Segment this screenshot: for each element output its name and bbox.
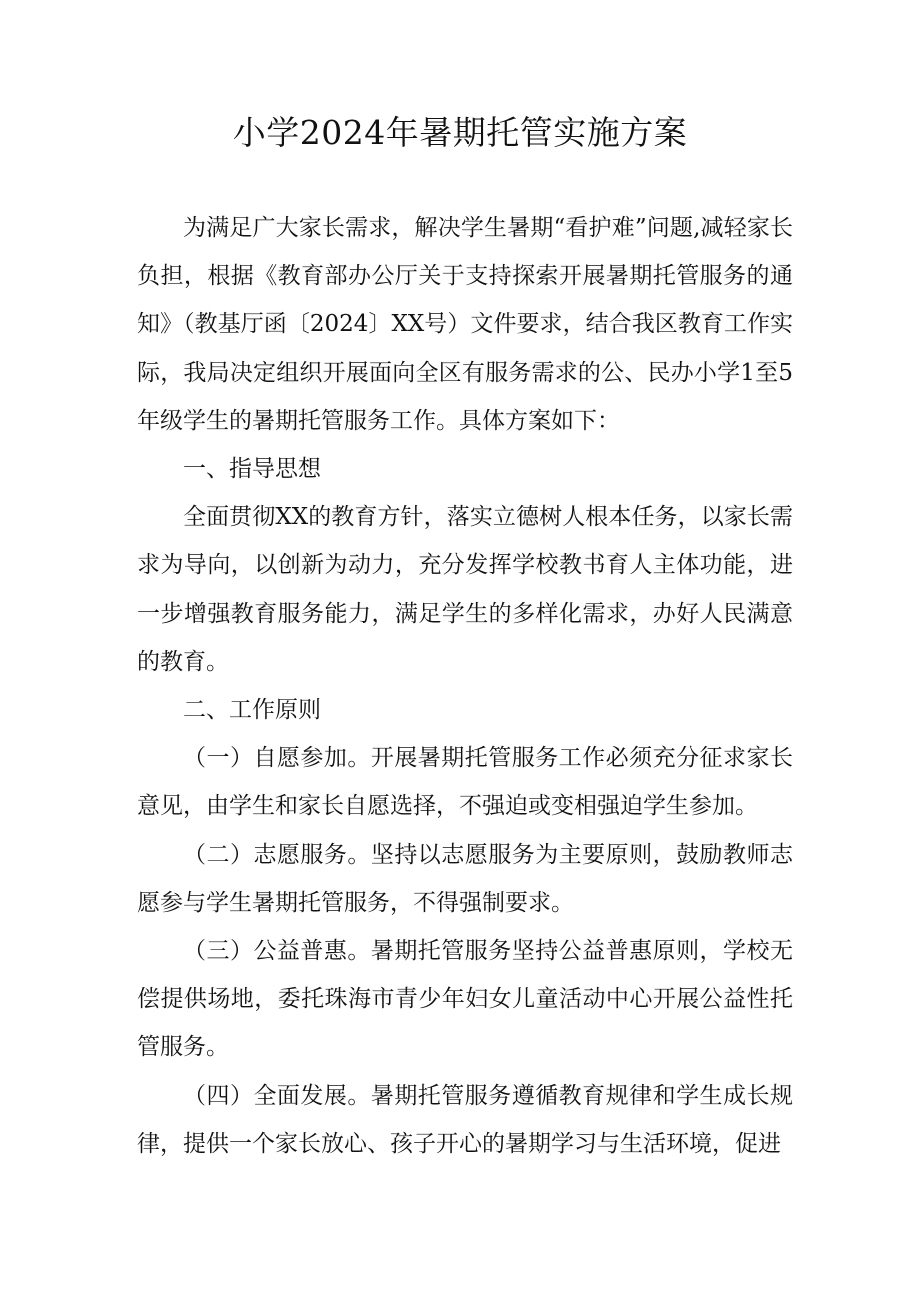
principle-all-round-development-paragraph: （四）全面发展。暑期托管服务遵循教育规律和学生成长规律，提供一个家长放心、孩子开心的暑期学习与生活环境，促进 (137, 1082, 793, 1157)
intro-paragraph: 为满足广大家长需求，解决学生暑期“看护难”问题,减轻家长负担，根据《教育部办公厅关于支持探索开展暑期托管服务的通知》（教基厅函〔2024〕XX号）文件要求，结合我区教育工作实际，我局决定组织开展面向全区有服务需求的公、民办小学1至5年级学生的暑期托管服务工作。具体方案如下： (137, 215, 793, 434)
guiding-ideology-paragraph: 全面贯彻XX的教育方针，落实立德树人根本任务，以家长需求为导向，以创新为动力，充分发挥学校教书育人主体功能，进一步增强教育服务能力，满足学生的多样化需求，办好人民满意的教育。 (137, 504, 793, 675)
principle-public-welfare-paragraph: （三）公益普惠。暑期托管服务坚持公益普惠原则，学校无偿提供场地，委托珠海市青少年妇女儿童活动中心开展公益性托管服务。 (137, 938, 793, 1061)
document-body (137, 204, 793, 1168)
section-heading-work-principles: 二、工作原则 (183, 697, 321, 724)
principle-volunteer-service-paragraph: （二）志愿服务。坚持以志愿服务为主要原则，鼓励教师志愿参与学生暑期托管服务，不得强制要求。 (137, 841, 793, 916)
principle-voluntary-paragraph: （一）自愿参加。开展暑期托管服务工作必须充分征求家长意见，由学生和家长自愿选择，不强迫或变相强迫学生参加。 (137, 745, 793, 820)
document-title: 小学2024年暑期托管实施方案 (232, 113, 688, 152)
section-heading-guiding-ideology: 一、指导思想 (183, 456, 321, 483)
